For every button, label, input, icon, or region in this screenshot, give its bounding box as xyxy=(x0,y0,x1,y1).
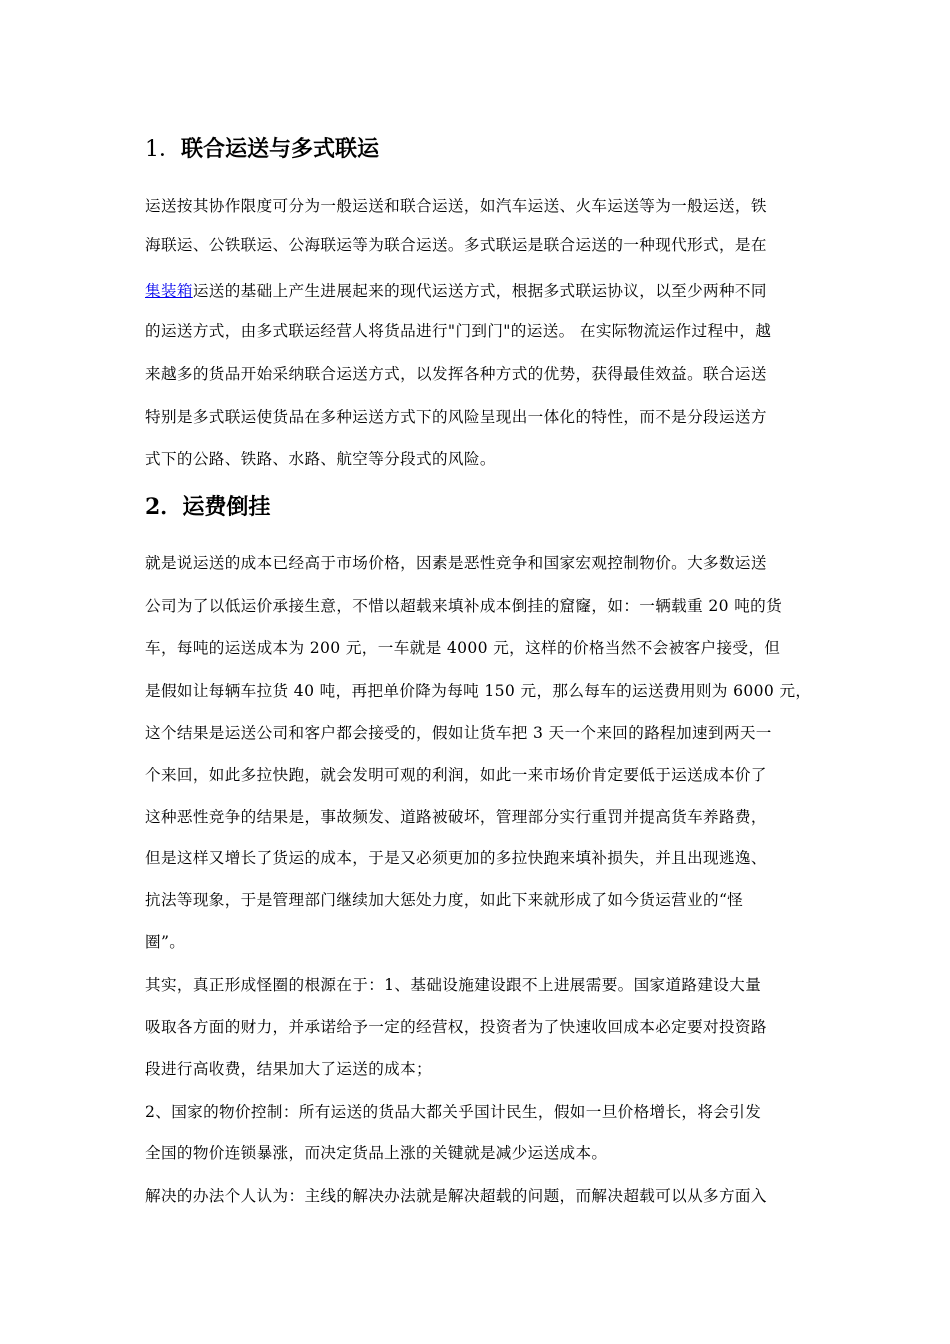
section-2-line-13: 段进行高收费，结果加大了运送的成本； xyxy=(145,1060,432,1078)
section-2-line-7: 这种恶性竞争的结果是，事故频发、道路被破坏，管理部分实行重罚并提高货车养路费， xyxy=(145,808,767,826)
section-1-line-3-text: 运送的基础上产生进展起来的现代运送方式，根据多式联运协议，以至少两种不同 xyxy=(192,282,767,300)
section-1-title: 联合运送与多式联运 xyxy=(181,136,380,162)
section-2-line-1: 就是说运送的成本已经高于市场价格，因素是恶性竞争和国家宏观控制物价。大多数运送 xyxy=(145,554,767,572)
container-link[interactable]: 集装箱 xyxy=(145,282,193,300)
section-2-line-6: 个来回，如此多拉快跑，就会发明可观的利润，如此一来市场价肯定要低于运送成本价了 xyxy=(145,766,767,784)
section-1-number: 1． xyxy=(145,137,181,162)
section-2-line-11: 其实，真正形成怪圈的根源在于：1、基础设施建设跟不上进展需要。国家道路建设大量 xyxy=(145,976,762,994)
section-1-line-4: 的运送方式，由多式联运经营人将货品进行"门到门"的运送。 在实际物流运作过程中，越 xyxy=(145,322,772,340)
section-2-line-5: 这个结果是运送公司和客户都会接受的，假如让货车把 3 天一个来回的路程加速到两天一 xyxy=(145,724,772,742)
section-2-heading xyxy=(145,492,270,522)
section-1-heading xyxy=(145,134,379,165)
section-2-line-14: 2、国家的物价控制：所有运送的货品大都关乎国计民生，假如一旦价格增长，将会引发 xyxy=(145,1103,762,1121)
section-2-line-8: 但是这样又增长了货运的成本，于是又必须更加的多拉快跑来填补损失，并且出现逃逸、 xyxy=(145,849,767,867)
section-2-line-4: 是假如让每辆车拉货 40 吨，再把单价降为每吨 150 元，那么每车的运送费用则为 6000 元， xyxy=(145,682,812,700)
section-1-line-5: 来越多的货品开始采纳联合运送方式，以发挥各种方式的优势，获得最佳效益。联合运送 xyxy=(145,365,767,383)
section-2-line-16: 解决的办法个人认为：主线的解决办法就是解决超载的问题，而解决超载可以从多方面入 xyxy=(145,1187,767,1205)
section-2-line-10: 圈”。 xyxy=(145,933,186,951)
section-1-line-6: 特别是多式联运使货品在多种运送方式下的风险呈现出一体化的特性，而不是分段运送方 xyxy=(145,408,767,426)
section-2-line-2: 公司为了以低运价承接生意，不惜以超载来填补成本倒挂的窟窿，如：一辆载重 20 吨的货 xyxy=(145,597,783,615)
section-2-title: 运费倒挂 xyxy=(182,494,271,520)
section-2-line-3: 车，每吨的运送成本为 200 元，一车就是 4000 元，这样的价格当然不会被客户接受，但 xyxy=(145,639,781,657)
section-2-line-12: 吸取各方面的财力，并承诺给予一定的经营权，投资者为了快速收回成本必定要对投资路 xyxy=(145,1018,767,1036)
section-1-line-2: 海联运、公铁联运、公海联运等为联合运送。多式联运是联合运送的一种现代形式，是在 xyxy=(145,236,767,254)
section-1-line-7: 式下的公路、铁路、水路、航空等分段式的风险。 xyxy=(145,450,496,468)
section-2-line-15: 全国的物价连锁暴涨，而决定货品上涨的关键就是减少运送成本。 xyxy=(145,1144,608,1162)
section-2-number: 2． xyxy=(145,494,183,520)
section-2-line-9: 抗法等现象，于是管理部门继续加大惩处力度，如此下来就形成了如今货运营业的“怪 xyxy=(145,891,744,909)
section-1-line-3 xyxy=(145,280,767,302)
section-1-line-1: 运送按其协作限度可分为一般运送和联合运送，如汽车运送、火车运送等为一般运送，铁 xyxy=(145,197,767,215)
